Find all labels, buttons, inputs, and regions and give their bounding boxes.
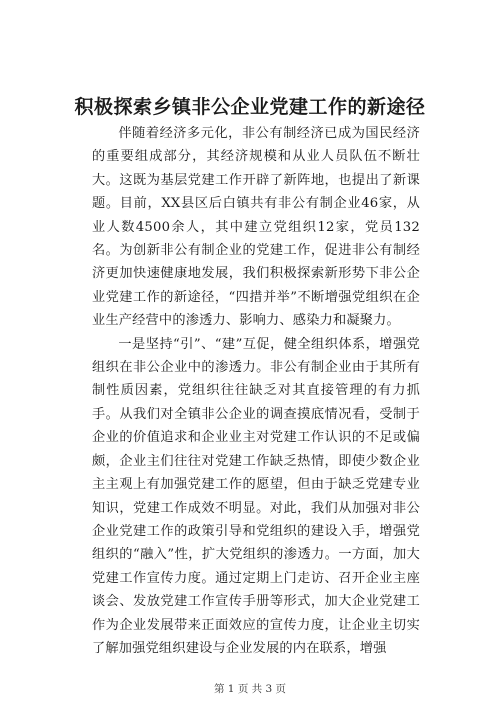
paragraph-first-measure: 一是坚持“引”、“建”互促，健全组织体系，增强党组织在非公企业中的渗透力。非公有制企业由于其所有制性质因素，党组织往往缺乏对其直接管理的有力抓手。从我们对全镇非公企业的调查摸底情况看，受制于企业的价值追求和企业业主对党建工作认识的不足或偏颇，企业主们往往对党建工作缺乏热情，即使少数企业主主观上有加强党建工作的愿望，但由于缺乏党建专业知识，党建工作成效不明显。对此，我们从加强对非公企业党建工作的政策引导和党组织的建设入手，增强党组织的“融入”性，扩大党组织的渗透力。一方面，加大党建工作宣传力度。通过定期上门走访、召开企业主座谈会、发放党建工作宣传手册等形式，加大企业党建工作为企业发展带来正面效应的宣传力度，让企业主切实了解加强党组织建设与企业发展的内在联系，增强 bbox=[92, 336, 420, 656]
document-body bbox=[92, 122, 420, 660]
document-title: 积极探索乡镇非公企业党建工作的新途径 bbox=[74, 96, 426, 118]
paragraph-intro: 伴随着经济多元化，非公有制经济已成为国民经济的重要组成部分，其经济规模和从业人员队伍不断壮大。这既为基层党建工作开辟了新阵地，也提出了新课题。目前，XX县区后白镇共有非公有制企业46家，从业人数4500余人，其中建立党组织12家，党员132名。为创新非公有制企业的党建工作，促进非公有制经济更加快速健康地发展，我们积极探索新形势下非公企业党建工作的新途径，“四措并举”不断增强党组织在企业生产经营中的渗透力、影响力、感染力和凝聚力。 bbox=[92, 126, 420, 329]
page-number-footer: 第 1 页 共 3 页 bbox=[213, 683, 287, 695]
